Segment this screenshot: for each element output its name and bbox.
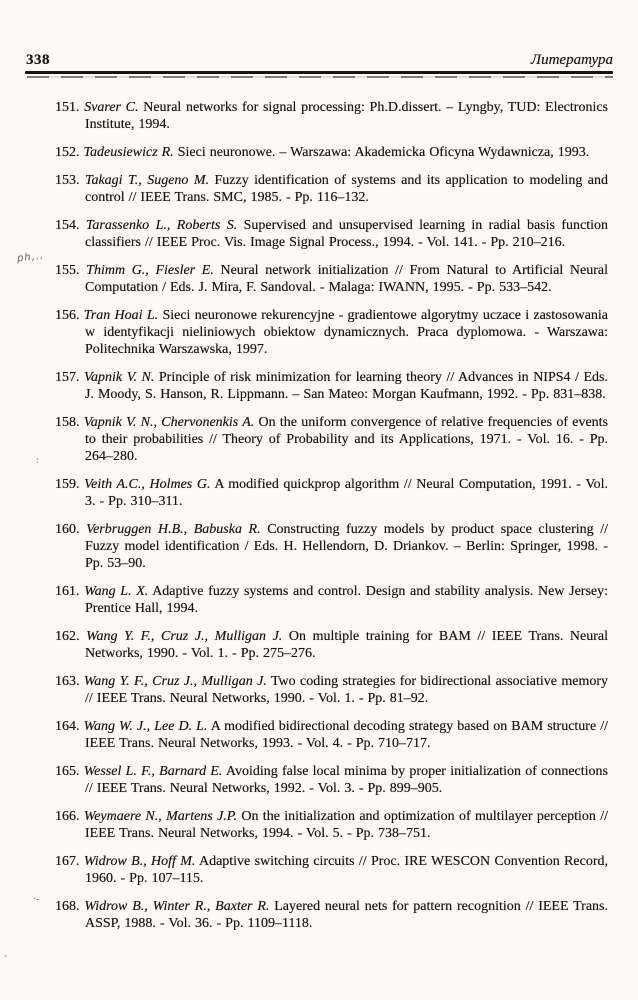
reference-number: 164. (55, 719, 80, 734)
reference-number: 161. (55, 584, 80, 599)
reference-number: 153. (55, 173, 80, 188)
reference-authors: Widrow B., Winter R., Baxter R. (84, 899, 270, 914)
reference-text: Supervised and unsupervised learning in radial basis function classifiers // IEEE Proc. Vis. Image Signal Process., 1994. - Vol. 141. - Pp. 210–216. (85, 218, 609, 250)
scan-speck: ·- (32, 893, 41, 906)
reference-text: Neural network initialization // From Natural to Artificial Neural Computation / Eds. J. Mira, F. Sandoval. - Malaga: IWANN, 1995. - Pp. 533–542. (85, 263, 609, 295)
reference-authors: Verbruggen H.B., Babuska R. (86, 522, 261, 537)
reference-text: Layered neural nets for pattern recognition // IEEE Trans. ASSP, 1988. - Vol. 36. - Pp. 1109–1118. (85, 899, 609, 931)
reference-item (55, 853, 609, 887)
reference-authors: Wang L. X. (84, 584, 149, 599)
reference-authors: Tadeusiewicz R. (83, 145, 174, 160)
reference-number: 151. (55, 100, 80, 115)
reference-authors: Wessel L. F., Barnard E. (83, 764, 223, 779)
header-rule-shadow (27, 76, 613, 78)
reference-text: A modified bidirectional decoding strategy based on BAM structure // IEEE Trans. Neural Networks, 1993. - Vol. 4. - Pp. 710–717. (85, 719, 609, 751)
reference-number: 166. (55, 809, 80, 824)
header-rule (25, 71, 613, 74)
reference-number: 154. (55, 218, 80, 233)
reference-number: 160. (55, 522, 80, 537)
reference-number: 167. (55, 854, 80, 869)
reference-text: Avoiding false local minima by proper initialization of connections // IEEE Trans. Neural Networks, 1992. - Vol. 3. - Pp. 899–905. (85, 764, 608, 796)
reference-item (55, 414, 609, 465)
reference-number: 165. (55, 764, 80, 779)
reference-item (55, 262, 609, 296)
reference-item (55, 673, 609, 707)
reference-text: Adaptive fuzzy systems and control. Design and stability analysis. New Jersey: Prentice Hall, 1994. (85, 584, 609, 616)
reference-text: Fuzzy identification of systems and its application to modeling and control // IEEE Trans. SMC, 1985. - Pp. 116–132. (85, 173, 609, 205)
scan-speck: : (36, 456, 40, 466)
reference-item (55, 718, 609, 752)
reference-authors: Weymaere N., Martens J.P. (83, 809, 238, 824)
reference-authors: Thimm G., Fiesler E. (86, 263, 214, 278)
reference-text: On multiple training for BAM // IEEE Trans. Neural Networks, 1990. - Vol. 1. - Pp. 275–276. (85, 629, 609, 661)
reference-item (55, 369, 609, 403)
reference-number: 152. (55, 145, 80, 160)
reference-number: 155. (55, 263, 80, 278)
reference-number: 163. (55, 674, 80, 689)
reference-authors: Tran Hoai L. (83, 308, 159, 323)
reference-text: Constructing fuzzy models by product space clustering // Fuzzy model identification / Eds. H. Hellendorn, D. Driankov. – Berlin: Springer, 1998. - Pp. 53–90. (85, 522, 608, 571)
reference-number: 162. (55, 629, 80, 644)
reference-number: 159. (55, 477, 80, 492)
reference-text: Two coding strategies for bidirectional associative memory // IEEE Trans. Neural Networks, 1990. - Vol. 1. - Pp. 81–92. (85, 674, 609, 706)
reference-authors: Takagi T., Sugeno M. (84, 173, 210, 188)
reference-item (55, 99, 608, 133)
reference-item (55, 144, 608, 161)
reference-text: Sieci neuronowe rekurencyjne - gradientowe algorytmy uczace i zastosowania w identyfikacji nieliniowych obiektow dynamicznych. Praca dyplomowa. - Warszawa: Politechnika Warszawska, 1997. (85, 308, 609, 357)
reference-text: A modified quickprop algorithm // Neural Computation, 1991. - Vol. 3. - Pp. 310–311. (85, 477, 609, 509)
reference-item (55, 476, 609, 510)
reference-item (55, 628, 609, 662)
reference-text: On the initialization and optimization of multilayer perception // IEEE Trans. Neural Networks, 1994. - Vol. 5. - Pp. 738–751. (85, 809, 609, 841)
reference-item (55, 307, 609, 358)
reference-authors: Widrow B., Hoff M. (83, 854, 196, 869)
reference-text: Principle of risk minimization for learning theory // Advances in NIPS4 / Eds. J. Moody, S. Hanson, R. Lippmann. – San Mateo: Morgan Kaufmann, 1992. - Pp. 831–838. (85, 370, 609, 402)
running-header (26, 52, 613, 69)
reference-item (55, 898, 609, 932)
reference-item (55, 763, 608, 797)
reference-authors: Wang Y. F., Cruz J., Mulligan J. (83, 674, 267, 689)
reference-authors: Wang Y. F., Cruz J., Mulligan J. (86, 629, 283, 644)
reference-text: Sieci neuronowe. – Warszawa: Akademicka Oficyna Wydawnicza, 1993. (177, 145, 590, 160)
reference-authors: Wang W. J., Lee D. L. (83, 719, 208, 734)
reference-authors: Svarer C. (84, 100, 139, 115)
header-section-title: Литература (530, 52, 613, 68)
scan-speck: - (4, 951, 8, 962)
reference-text: Adaptive switching circuits // Proc. IRE WESCON Convention Record, 1960. - Pp. 107–115. (85, 854, 609, 886)
reference-text: Neural networks for signal processing: Ph.D.dissert. – Lyngby, TUD: Electronics Institute, 1994. (85, 100, 608, 132)
reference-item (55, 808, 609, 842)
margin-pencil-annotation: ph,.. (16, 250, 45, 265)
reference-number: 156. (55, 308, 80, 323)
page-number: 338 (26, 52, 50, 68)
reference-list (55, 99, 609, 932)
reference-item (55, 521, 608, 572)
reference-number: 158. (55, 415, 80, 430)
reference-authors: Tarassenko L., Roberts S. (85, 218, 238, 233)
reference-authors: Vapnik V. N., Chervonenkis A. (83, 415, 255, 430)
reference-text: On the uniform convergence of relative frequencies of events to their probabilities // Theory of Probability and its Applications, 1971. - Vol. 16. - Pp. 264–280. (85, 415, 609, 464)
reference-item (55, 172, 609, 206)
reference-item (55, 217, 609, 251)
reference-item (55, 583, 609, 617)
reference-authors: Veith A.C., Holmes G. (84, 477, 211, 492)
reference-number: 168. (55, 899, 80, 914)
reference-authors: Vapnik V. N. (84, 370, 155, 385)
reference-number: 157. (55, 370, 80, 385)
